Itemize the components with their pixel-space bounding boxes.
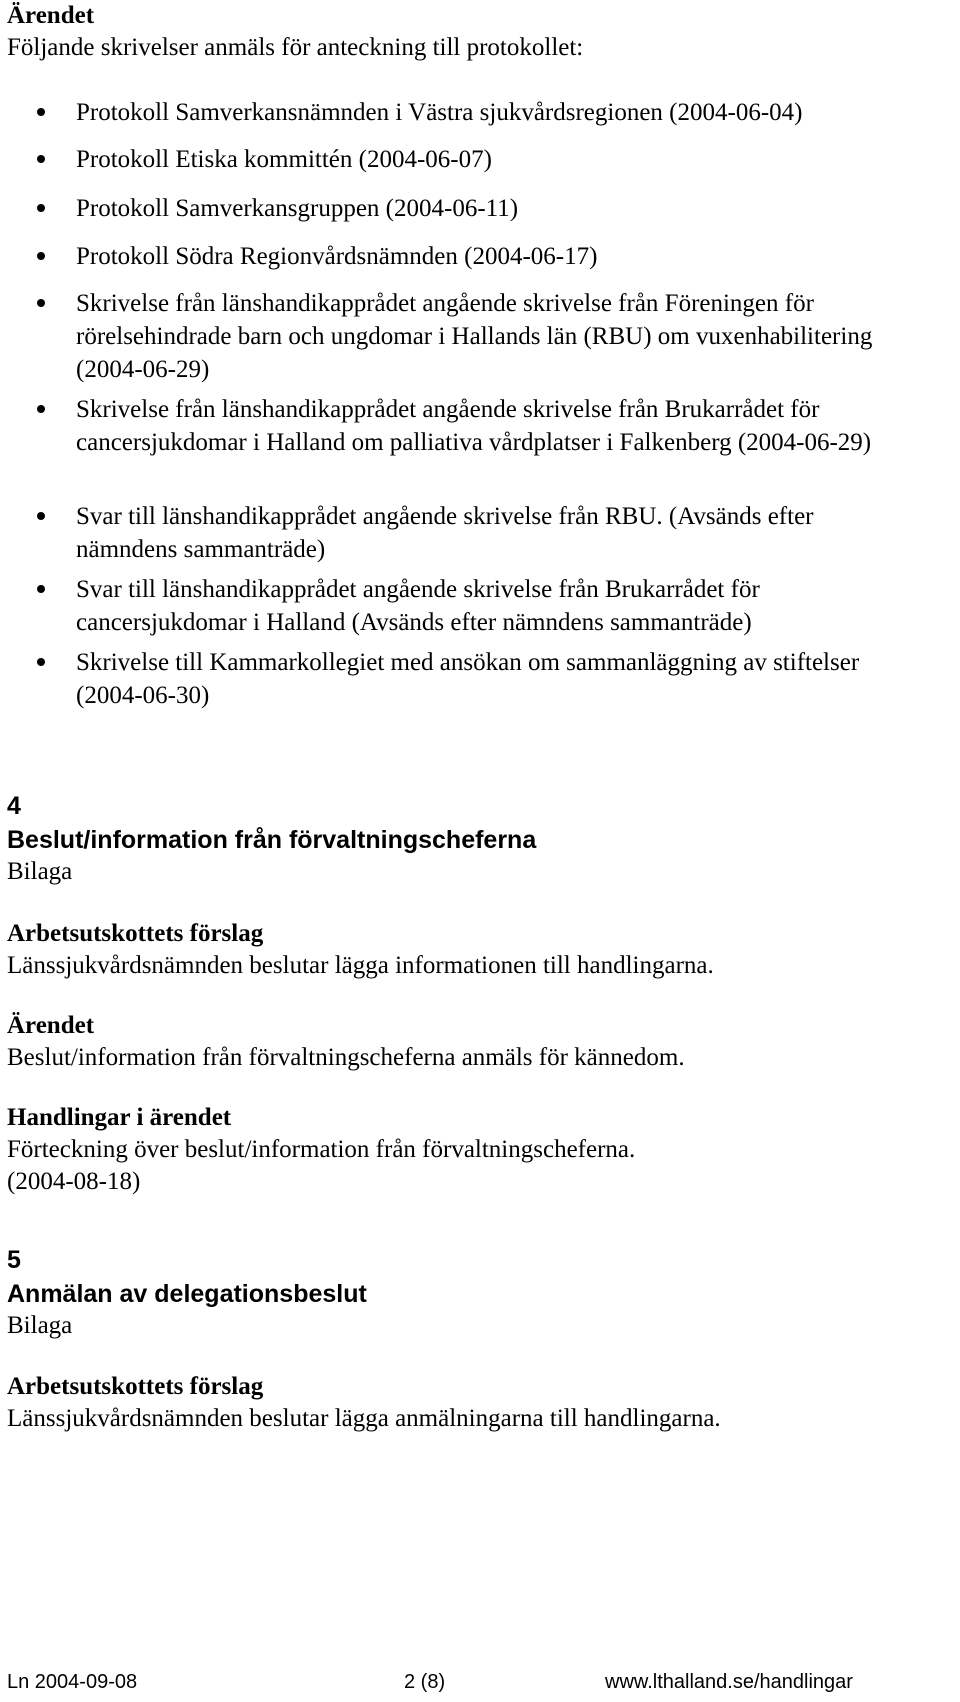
section-4-documents-date: (2004-08-18) [7,1168,141,1195]
footer-link[interactable]: www.lthalland.se/handlingar [605,1671,853,1693]
section-4-matter-text: Beslut/information från förvaltningscheferna anmäls för kännedom. [7,1044,685,1071]
list-item-text: Protokoll Södra Regionvårdsnämnden (2004-06-17) [76,243,598,270]
section-4-proposal-heading: Arbetsutskottets förslag [7,920,264,947]
bullet-icon [37,299,45,307]
intro-heading: Ärendet [7,2,95,29]
section-5-proposal-heading: Arbetsutskottets förslag [7,1373,264,1400]
list-item-text: Skrivelse från länshandikapprådet angående skrivelse från Brukarrådet för cancersjukdomar i Halland om palliativa vårdplatser i Falkenberg (2004-06-29) [76,396,872,456]
section-4-title: Beslut/information från förvaltningscheferna [7,826,537,854]
list-item-text: Skrivelse från länshandikapprådet angående skrivelse från Föreningen för rörelsehindrade barn och ungdomar i Hallands län (RBU) om vuxenhabilitering (2004-06-29) [76,290,873,383]
bullet-icon [37,658,45,666]
section-5-number: 5 [7,1246,21,1274]
list-item-text: Protokoll Etiska kommittén (2004-06-07) [76,146,492,173]
list-item-text: Skrivelse till Kammarkollegiet med ansökan om sammanläggning av stiftelser (2004-06-30) [76,649,860,709]
bullet-icon [37,512,45,520]
bullet-icon [37,155,45,163]
list-item-text: Svar till länshandikapprådet angående skrivelse från Brukarrådet för cancersjukdomar i Halland (Avsänds efter nämndens sammanträde) [76,576,760,636]
section-5-attachment: Bilaga [7,1312,73,1339]
list-item-text: Protokoll Samverkansgruppen (2004-06-11) [76,195,519,222]
bullet-icon [37,204,45,212]
section-5-title: Anmälan av delegationsbeslut [7,1280,367,1308]
bullet-icon [37,108,45,116]
intro-lead: Följande skrivelser anmäls för anteckning till protokollet: [7,34,584,61]
section-4-documents-heading: Handlingar i ärendet [7,1104,232,1131]
section-5-proposal-text: Länssjukvårdsnämnden beslutar lägga anmälningarna till handlingarna. [7,1405,721,1432]
section-4-documents-text: Förteckning över beslut/information från förvaltningscheferna. [7,1136,636,1163]
section-4-matter-heading: Ärendet [7,1012,95,1039]
bullet-icon [37,585,45,593]
footer-date: Ln 2004-09-08 [7,1671,138,1693]
list-item-text: Svar till länshandikapprådet angående skrivelse från RBU. (Avsänds efter nämndens sammanträde) [76,503,814,563]
bullet-icon [37,252,45,260]
list-item-text: Protokoll Samverkansnämnden i Västra sjukvårdsregionen (2004-06-04) [76,99,803,126]
bullet-icon [37,405,45,413]
section-4-number: 4 [7,792,21,820]
footer-page-number: 2 (8) [404,1671,446,1693]
section-4-proposal-text: Länssjukvårdsnämnden beslutar lägga informationen till handlingarna. [7,952,714,979]
section-4-attachment: Bilaga [7,858,73,885]
